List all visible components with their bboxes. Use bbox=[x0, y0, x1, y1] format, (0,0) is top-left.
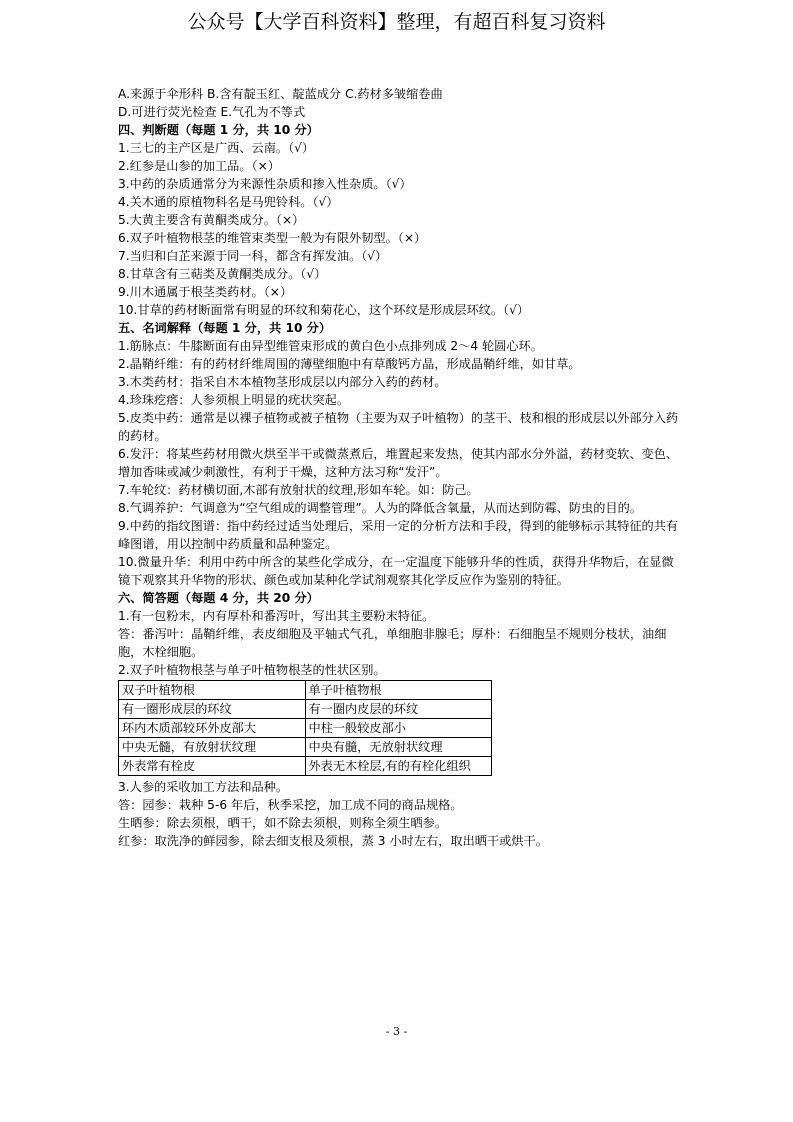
judgement-item: 2.红参是山参的加工品。（×） bbox=[118, 159, 280, 173]
section-heading-short-answer: 六、简答题（每题 4 分，共 20 分） bbox=[118, 591, 319, 605]
table-row bbox=[119, 681, 492, 700]
judgement-item: 4.关木通的原植物科名是马兜铃科。（√） bbox=[118, 195, 339, 209]
page-number: - 3 - bbox=[385, 1025, 408, 1038]
question: 3.人参的采收加工方法和品种。 bbox=[118, 780, 289, 794]
table-cell: 外表无木栓层,有的有栓化组织 bbox=[305, 757, 492, 776]
judgement-item: 3.中药的杂质通常分为来源性杂质和掺入性杂质。（√） bbox=[118, 177, 412, 191]
term-item: 2.晶鞘纤维：有的药材纤维周围的薄壁细胞中有草酸钙方晶，形成晶鞘纤维，如甘草。 bbox=[118, 357, 581, 371]
table-cell: 双子叶植物根 bbox=[119, 681, 306, 700]
table-cell: 中央无髓，有放射状纹理 bbox=[119, 738, 306, 757]
question: 1.有一包粉末，内有厚朴和番泻叶，写出其主要粉末特征。 bbox=[118, 609, 435, 623]
judgement-item: 9.川木通属于根茎类药材。（×） bbox=[118, 285, 293, 299]
page-header: 公众号【大学百科资料】整理，有超百科复习资料 bbox=[187, 11, 606, 33]
table-row bbox=[119, 700, 492, 719]
option-line: D.可进行荧光检查 E.气孔为不等式 bbox=[118, 105, 306, 119]
table-cell: 中央有髓，无放射状纹理 bbox=[305, 738, 492, 757]
table-cell: 单子叶植物根 bbox=[305, 681, 492, 700]
table-cell: 环内木质部较环外皮部大 bbox=[119, 719, 306, 738]
judgement-item: 8.甘草含有三萜类及黄酮类成分。（√） bbox=[118, 267, 327, 281]
table-cell: 外表常有栓皮 bbox=[119, 757, 306, 776]
section-heading-judgement: 四、判断题（每题 1 分，共 10 分） bbox=[118, 123, 319, 137]
judgement-item: 10.甘草的药材断面常有明显的环纹和菊花心，这个环纹是形成层环纹。（√） bbox=[118, 303, 530, 317]
term-item: 3.木类药材：指采自木本植物茎形成层以内部分入药的药材。 bbox=[118, 375, 447, 389]
term-item: 6.发汗：将某些药材用微火烘至半干或微蒸煮后，堆置起来发热，使其内部水分外溢，药材变软、变色、增加香味或减少刺激性，有利于干燥，这种方法习称“发汗”。 bbox=[118, 447, 679, 479]
question: 2.双子叶植物根茎与单子叶植物根茎的性状区别。 bbox=[118, 663, 386, 677]
option-line: A.来源于伞形科 B.含有靛玉红、靛蓝成分 C.药材多皱缩卷曲 bbox=[118, 87, 443, 101]
term-item: 9.中药的指纹图谱：指中药经过适当处理后，采用一定的分析方法和手段，得到的能够标示其特征的共有峰图谱，用以控制中药质量和品种鉴定。 bbox=[118, 519, 679, 551]
term-item: 8.气调养护：气调意为“空气组成的调整管理”。人为的降低含氧量，从而达到防霉、防虫的目的。 bbox=[118, 501, 642, 515]
page-content bbox=[118, 85, 684, 850]
table-row bbox=[119, 719, 492, 738]
term-item: 10.微量升华：利用中药中所含的某些化学成分，在一定温度下能够升华的性质，获得升华物后，在显微镜下观察其升华物的形状、颜色或加某种化学试剂观察其化学反应作为鉴别的特征。 bbox=[118, 555, 674, 587]
answer-line: 生晒参：除去须根，晒干，如不除去须根，则称全须生晒参。 bbox=[118, 816, 448, 830]
table-cell: 中柱一般较皮部小 bbox=[305, 719, 492, 738]
term-item: 1.筋脉点：牛膝断面有由异型维管束形成的黄白色小点排列成 2～4 轮圆心环。 bbox=[118, 339, 543, 353]
term-item: 7.车轮纹：药材横切面,木部有放射状的纹理,形如车轮。如：防己。 bbox=[118, 483, 479, 497]
judgement-item: 6.双子叶植物根茎的维管束类型一般为有限外韧型。（×） bbox=[118, 231, 427, 245]
answer: 答：番泻叶：晶鞘纤维，表皮细胞及平轴式气孔，单细胞非腺毛；厚朴：石细胞呈不规则分枝状，油细胞，木栓细胞。 bbox=[118, 627, 667, 659]
table-row bbox=[119, 738, 492, 757]
answer-line: 红参：取洗净的鲜园参，除去细支根及须根，蒸 3 小时左右，取出晒干或烘干。 bbox=[118, 834, 548, 848]
judgement-item: 5.大黄主要含有黄酮类成分。（×） bbox=[118, 213, 305, 227]
table-row bbox=[119, 757, 492, 776]
table-cell: 有一圈内皮层的环纹 bbox=[305, 700, 492, 719]
table-cell: 有一圈形成层的环纹 bbox=[119, 700, 306, 719]
term-item: 4.珍珠疙瘩：人参须根上明显的疣状突起。 bbox=[118, 393, 350, 407]
judgement-item: 1.三七的主产区是广西、云南。（√） bbox=[118, 141, 315, 155]
comparison-table bbox=[118, 680, 492, 776]
answer-line: 答：园参：栽种 5-6 年后，秋季采挖，加工成不同的商品规格。 bbox=[118, 798, 463, 812]
section-heading-terms: 五、名词解释（每题 1 分，共 10 分） bbox=[118, 321, 332, 335]
judgement-item: 7.当归和白芷来源于同一科，都含有挥发油。（√） bbox=[118, 249, 388, 263]
term-item: 5.皮类中药：通常是以裸子植物或被子植物（主要为双子叶植物）的茎干、枝和根的形成层以外部分入药的药材。 bbox=[118, 411, 679, 443]
